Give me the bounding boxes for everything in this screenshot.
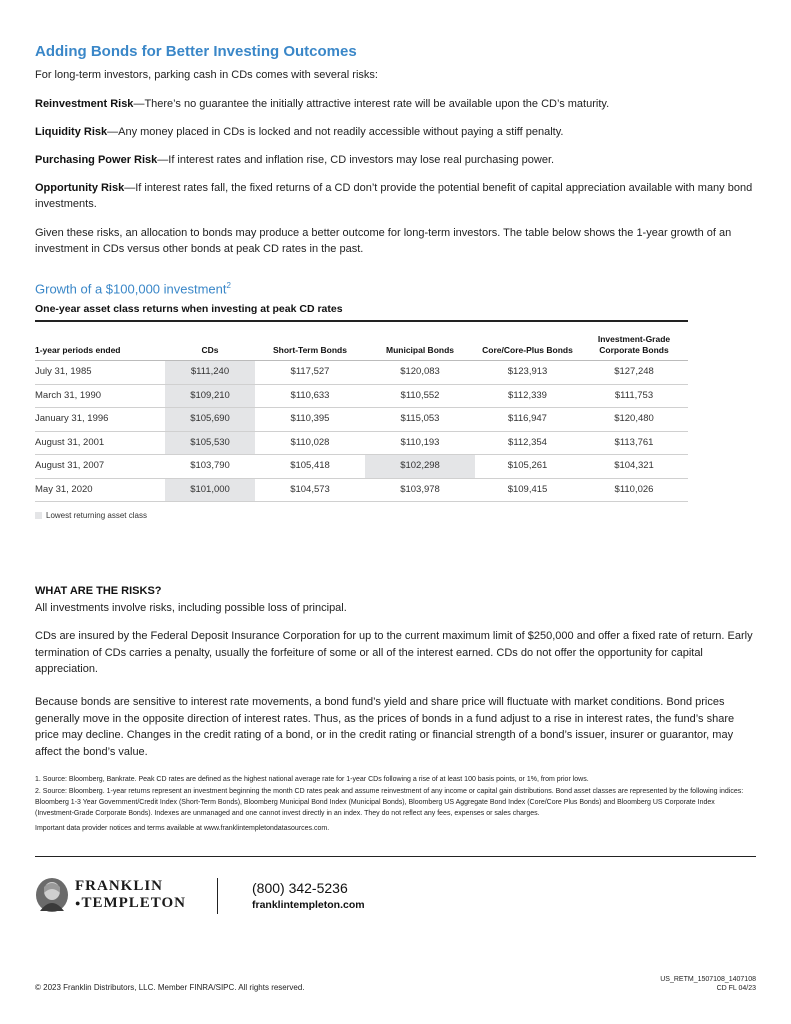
growth-title [35, 281, 231, 296]
franklin-portrait-icon [35, 877, 69, 913]
risk-item-reinvestment [35, 96, 755, 112]
risk-item-opportunity [35, 180, 755, 212]
municipal-cell: $115,053 [400, 413, 440, 424]
core-cell: $116,947 [508, 413, 547, 424]
corporate-cell: $110,026 [614, 483, 654, 495]
table-row [35, 361, 688, 385]
growth-table [35, 320, 688, 502]
corporate-cell: $104,321 [614, 460, 654, 471]
risks-paragraph-2: CDs are insured by the Federal Deposit Insurance Corporation for up to the current maximum limit of $250,000 and offer a fixed rate of return. Early termination of CDs carries a penalty, usually the forfeiture of some or all of the interest earned. CDs do not offer the opportunity for capital appreciation. [35, 630, 753, 675]
legend-swatch [35, 512, 42, 519]
municipal-cell: $120,083 [400, 366, 440, 377]
risk-item-purchasing-power [35, 152, 755, 168]
logo-templeton-text: TEMPLETON [81, 894, 187, 911]
core-cell: $109,415 [507, 483, 548, 495]
risk-text: —If interest rates fall, the fixed returns of a CD don’t provide the potential benefit of capital appreciation available with many bond investments. [35, 182, 753, 210]
corporate-cell: $120,480 [614, 413, 654, 424]
footnote-data-notices: Important data provider notices and terms available at www.franklintempletondatasources.com. [35, 825, 330, 832]
short-term-cell: $104,573 [290, 483, 330, 495]
risks-heading: WHAT ARE THE RISKS? [35, 585, 162, 597]
risk-text: —If interest rates and inflation rise, CD investors may lose real purchasing power. [157, 154, 555, 166]
risk-item-liquidity [35, 124, 755, 140]
short-term-cell: $110,028 [290, 436, 330, 448]
short-term-cell: $110,395 [290, 413, 330, 424]
col-header-core: Core/Core-Plus Bonds [482, 345, 573, 355]
table-body [35, 361, 688, 502]
period-cell: August 31, 2007 [35, 460, 105, 471]
logo-line-templeton: ●TEMPLETON [75, 894, 187, 911]
period-cell: July 31, 1985 [35, 366, 92, 377]
legend-label: Lowest returning asset class [46, 511, 147, 520]
table-row [35, 432, 688, 456]
core-cell: $112,339 [508, 389, 547, 401]
document-code [660, 975, 756, 993]
footer-divider [35, 856, 756, 857]
given-text: Given these risks, an allocation to bonds may produce a better outcome for long-term investors. The table below shows the 1-year growth of an investment in CDs versus other bonds at peak CD rates in the past. [35, 227, 732, 255]
core-cell: $112,354 [508, 436, 547, 448]
col-header-short-term: Short-Term Bonds [273, 345, 347, 355]
short-term-cell: $117,527 [290, 366, 330, 377]
core-cell: $123,913 [507, 366, 548, 377]
period-cell: March 31, 1990 [35, 389, 102, 401]
period-cell: August 31, 2001 [35, 436, 105, 448]
cds-cell: $103,790 [190, 460, 230, 471]
table-row [35, 385, 688, 409]
cds-cell: $101,000 [165, 479, 255, 502]
footnote-1: 1. Source: Bloomberg, Bankrate. Peak CD rates are defined as the highest national average rate for 1-year CDs following a rise of at least 100 basis points, or 1%, from prior lows. [35, 776, 589, 783]
copyright-text: © 2023 Franklin Distributors, LLC. Member FINRA/SIPC. All rights reserved. [35, 983, 305, 992]
risks-paragraph-1: All investments involve risks, including possible loss of principal. [35, 602, 347, 614]
col-header-period: 1-year periods ended [35, 345, 121, 355]
cds-cell: $109,210 [165, 385, 255, 408]
growth-title-text: Growth of a $100,000 investment [35, 281, 227, 297]
municipal-cell: $103,978 [400, 483, 440, 495]
municipal-cell: $110,552 [400, 389, 440, 401]
intro-text: For long-term investors, parking cash in CDs comes with several risks: [35, 69, 378, 81]
risk-label: Reinvestment Risk [35, 98, 134, 110]
footer-vertical-divider [217, 878, 218, 914]
corporate-cell: $113,761 [614, 436, 654, 448]
footer-website-link[interactable]: franklintempleton.com [252, 899, 365, 911]
franklin-templeton-logo [35, 877, 186, 913]
document-code-line-1: US_RETM_1507108_1407108 [660, 976, 756, 983]
table-legend [35, 511, 147, 520]
municipal-cell: $102,298 [365, 455, 475, 478]
period-cell: May 31, 2020 [35, 483, 93, 495]
risk-label: Liquidity Risk [35, 126, 108, 138]
table-row [35, 408, 688, 432]
period-cell: January 31, 1996 [35, 413, 109, 424]
col-header-municipal: Municipal Bonds [386, 345, 454, 355]
growth-title-footnote: 2 [226, 281, 231, 290]
short-term-cell: $105,418 [290, 460, 330, 471]
risk-text: —There’s no guarantee the initially attractive interest rate will be available upon the CD’s maturity. [133, 98, 610, 110]
risks-paragraph-3: Because bonds are sensitive to interest rate movements, a bond fund’s yield and share price will fluctuate with market conditions. Bond prices generally move in the opposite direction of interest rates. Thus, as the prices of bonds in a fund adjust to a rise in interest rates, the fund’s share price may decline. Changes in the credit rating of a bond, or in the credit rating or financial strength of a bond’s issuer, insurer or guarantor, may affect the bond’s value. [35, 696, 735, 758]
col-header-corporate: Investment-Grade Corporate Bonds [597, 334, 671, 355]
logo-wordmark [75, 878, 186, 912]
cds-cell: $105,530 [165, 432, 255, 455]
risk-label: Opportunity Risk [35, 182, 125, 194]
short-term-cell: $110,633 [290, 389, 330, 401]
risk-text: —Any money placed in CDs is locked and not readily accessible without paying a stiff penalty. [107, 126, 564, 138]
page-title: Adding Bonds for Better Investing Outcomes [35, 43, 357, 60]
risk-label: Purchasing Power Risk [35, 154, 158, 166]
core-cell: $105,261 [507, 460, 548, 471]
municipal-cell: $110,193 [400, 436, 440, 448]
footnote-2: 2. Source: Bloomberg. 1-year returns represent an investment beginning the month CD rates peak and assume reinvestment of any income or capital gain distributions. Bond asset classes are represented by the following indices: Bloomberg 1-3 Year Government/Credit Index (Short-Term Bonds), Bloomberg Municipal Bond Index (Municipal Bonds), Bloomberg US Aggregate Bond Index (Core/Core Plus Bonds) and Bloomberg US Corporate Index (Investment-Grade Corporate Bonds). Indexes are unmanaged and one cannot invest directly in an index. They do not reflect any fees, expenses or sales charges. [35, 788, 744, 817]
cds-cell: $111,240 [165, 361, 255, 384]
corporate-cell: $127,248 [614, 366, 654, 377]
growth-subtitle: One-year asset class returns when investing at peak CD rates [35, 303, 343, 315]
footer-phone: (800) 342-5236 [252, 880, 348, 896]
document-code-line-2: CD FL 04/23 [716, 985, 756, 992]
corporate-cell: $111,753 [614, 389, 654, 401]
logo-line-franklin: FRANKLIN [75, 877, 164, 894]
table-header-row [35, 322, 688, 361]
table-row [35, 479, 688, 503]
table-row [35, 455, 688, 479]
cds-cell: $105,690 [165, 408, 255, 431]
col-header-cds: CDs [201, 345, 219, 355]
